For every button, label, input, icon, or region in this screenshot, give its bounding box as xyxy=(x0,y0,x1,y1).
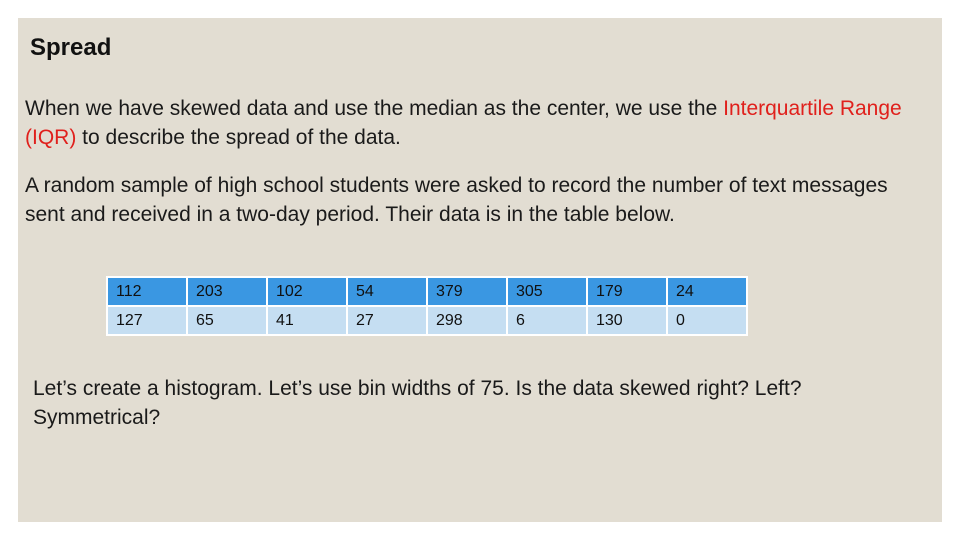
iqr-highlight: Interquartile Range (IQR) xyxy=(25,97,902,149)
data-table xyxy=(106,276,748,336)
sample-description: A random sample of high school students were asked to record the number of text messages sent and received in a two-day period. Their data is in the table below. xyxy=(25,174,888,226)
intro-text-start: When we have skewed data and use the median as the center, we use the xyxy=(25,97,724,120)
intro-paragraph xyxy=(25,94,925,152)
table-cell: 6 xyxy=(507,306,587,335)
intro-text-end: to describe the spread of the data. xyxy=(76,126,401,149)
table-cell: 41 xyxy=(267,306,347,335)
table-row xyxy=(107,306,747,335)
table-cell: 27 xyxy=(347,306,427,335)
table-cell: 179 xyxy=(587,277,667,306)
table-cell: 112 xyxy=(107,277,187,306)
table-cell: 305 xyxy=(507,277,587,306)
table-cell: 127 xyxy=(107,306,187,335)
histogram-prompt: Let’s create a histogram. Let’s use bin widths of 75. Is the data skewed right? Left? Symmetrical? xyxy=(33,377,802,429)
table-cell: 54 xyxy=(347,277,427,306)
table-cell: 298 xyxy=(427,306,507,335)
table-cell: 203 xyxy=(187,277,267,306)
table-cell: 102 xyxy=(267,277,347,306)
table-cell: 0 xyxy=(667,306,747,335)
table-cell: 379 xyxy=(427,277,507,306)
slide xyxy=(18,18,942,522)
slide-title: Spread xyxy=(30,34,112,61)
table-row xyxy=(107,277,747,306)
table-cell: 24 xyxy=(667,277,747,306)
table-cell: 130 xyxy=(587,306,667,335)
table-cell: 65 xyxy=(187,306,267,335)
